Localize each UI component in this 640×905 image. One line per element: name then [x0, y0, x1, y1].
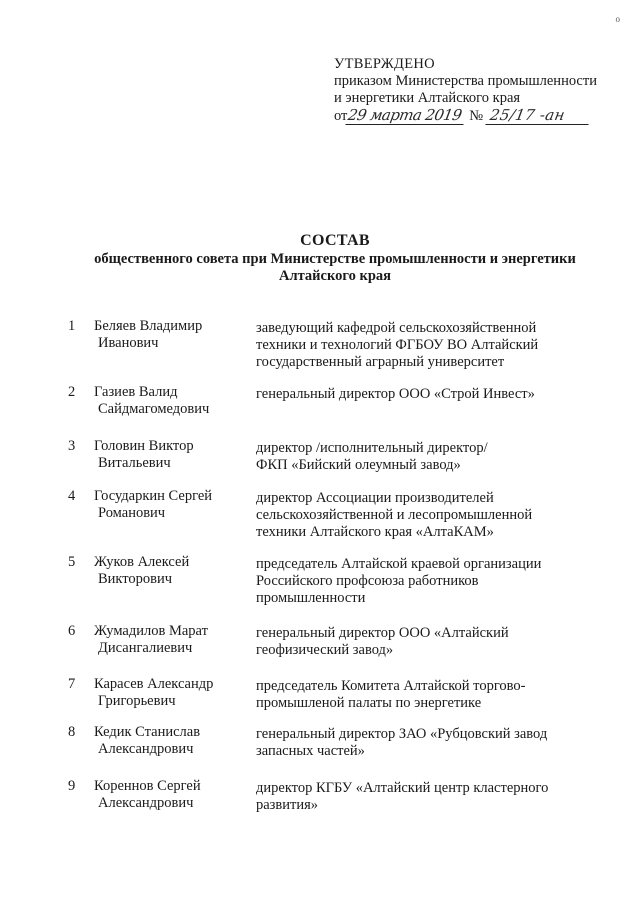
member-role — [256, 678, 576, 712]
member-name — [94, 778, 254, 812]
member-patronymic: Иванович — [98, 335, 159, 351]
member-number: 3 — [68, 438, 76, 454]
member-surname-first: Кедик Станислав — [94, 724, 201, 740]
member-name — [94, 488, 254, 522]
member-role-line: генеральный директор ООО «Строй Инвест» — [256, 386, 535, 402]
approval-date-line — [334, 107, 614, 125]
member-name — [94, 676, 254, 710]
member-surname-first: Жуков Алексей — [94, 554, 190, 570]
member-role-line: государственный аграрный университет — [256, 354, 505, 370]
member-role-line: геофизический завод» — [256, 642, 394, 658]
member-role-line: председатель Алтайской краевой организации — [256, 556, 542, 572]
member-number: 6 — [68, 623, 76, 639]
handwritten-order-number: 25/17 -ан — [485, 107, 591, 125]
member-role — [256, 625, 576, 659]
approval-block — [334, 56, 614, 125]
member-role — [256, 780, 576, 814]
member-role-line: Российского профсоюза работников — [256, 573, 479, 589]
member-surname-first: Карасев Александр — [94, 676, 214, 692]
member-role-line: генеральный директор ООО «Алтайский — [256, 625, 509, 641]
member-role — [256, 386, 576, 403]
member-patronymic: Романович — [98, 505, 166, 521]
member-patronymic: Александрович — [98, 795, 194, 811]
member-surname-first: Кореннов Сергей — [94, 778, 201, 794]
member-number: 4 — [68, 488, 76, 504]
member-role-line: промышленой палаты по энергетике — [256, 695, 482, 711]
member-role — [256, 726, 576, 760]
approval-heading: УТВЕРЖДЕНО — [334, 56, 435, 72]
member-role-line: запасных частей» — [256, 743, 365, 759]
member-number: 8 — [68, 724, 76, 740]
member-number: 7 — [68, 676, 76, 692]
number-prefix: № — [469, 108, 484, 124]
member-role — [256, 440, 576, 474]
member-name — [94, 438, 254, 472]
member-role-line: сельскохозяйственной и лесопромышленной — [256, 507, 533, 523]
member-name — [94, 623, 254, 657]
member-role — [256, 320, 576, 371]
page-mark: о — [615, 14, 620, 24]
member-name — [94, 318, 254, 352]
document-title: СОСТАВ — [300, 232, 370, 249]
member-surname-first: Беляев Владимир — [94, 318, 203, 334]
member-role-line: директор Ассоциации производителей — [256, 490, 494, 506]
member-role-line: заведующий кафедрой сельскохозяйственной — [256, 320, 537, 336]
member-number: 5 — [68, 554, 76, 570]
member-patronymic: Сайдмагомедович — [98, 401, 210, 417]
member-name — [94, 724, 254, 758]
member-name — [94, 384, 254, 418]
member-role-line: развития» — [256, 797, 319, 813]
member-surname-first: Газиев Валид — [94, 384, 178, 400]
member-name — [94, 554, 254, 588]
member-patronymic: Дисангалиевич — [98, 640, 193, 656]
member-number: 9 — [68, 778, 76, 794]
member-surname-first: Головин Виктор — [94, 438, 194, 454]
member-patronymic: Витальевич — [98, 455, 171, 471]
member-surname-first: Жумадилов Марат — [94, 623, 208, 639]
member-patronymic: Викторович — [98, 571, 173, 587]
member-role-line: ФКП «Бийский олеумный завод» — [256, 457, 461, 473]
document-subtitle-line-2: Алтайского края — [279, 268, 391, 284]
date-prefix: от — [334, 108, 348, 124]
member-number: 1 — [68, 318, 76, 334]
handwritten-date: 29 марта 2019 — [346, 107, 467, 125]
approval-line-1: приказом Министерства промышленности — [334, 73, 597, 89]
member-role — [256, 490, 576, 541]
member-role-line: генеральный директор ЗАО «Рубцовский завод — [256, 726, 548, 742]
document-subtitle-line-1: общественного совета при Министерстве промышленности и энергетики — [94, 251, 576, 267]
document-title-block — [70, 232, 600, 285]
member-role-line: директор /исполнительный директор/ — [256, 440, 488, 456]
member-role-line: техники Алтайского края «АлтаКАМ» — [256, 524, 494, 540]
member-role-line: директор КГБУ «Алтайский центр кластерного — [256, 780, 549, 796]
member-surname-first: Государкин Сергей — [94, 488, 213, 504]
member-role-line: техники и технологий ФГБОУ ВО Алтайский — [256, 337, 539, 353]
member-patronymic: Александрович — [98, 741, 194, 757]
member-number: 2 — [68, 384, 76, 400]
member-role — [256, 556, 576, 607]
member-role-line: промышленности — [256, 590, 366, 606]
member-patronymic: Григорьевич — [98, 693, 176, 709]
member-role-line: председатель Комитета Алтайской торгово- — [256, 678, 526, 694]
approval-line-2: и энергетики Алтайского края — [334, 90, 521, 106]
